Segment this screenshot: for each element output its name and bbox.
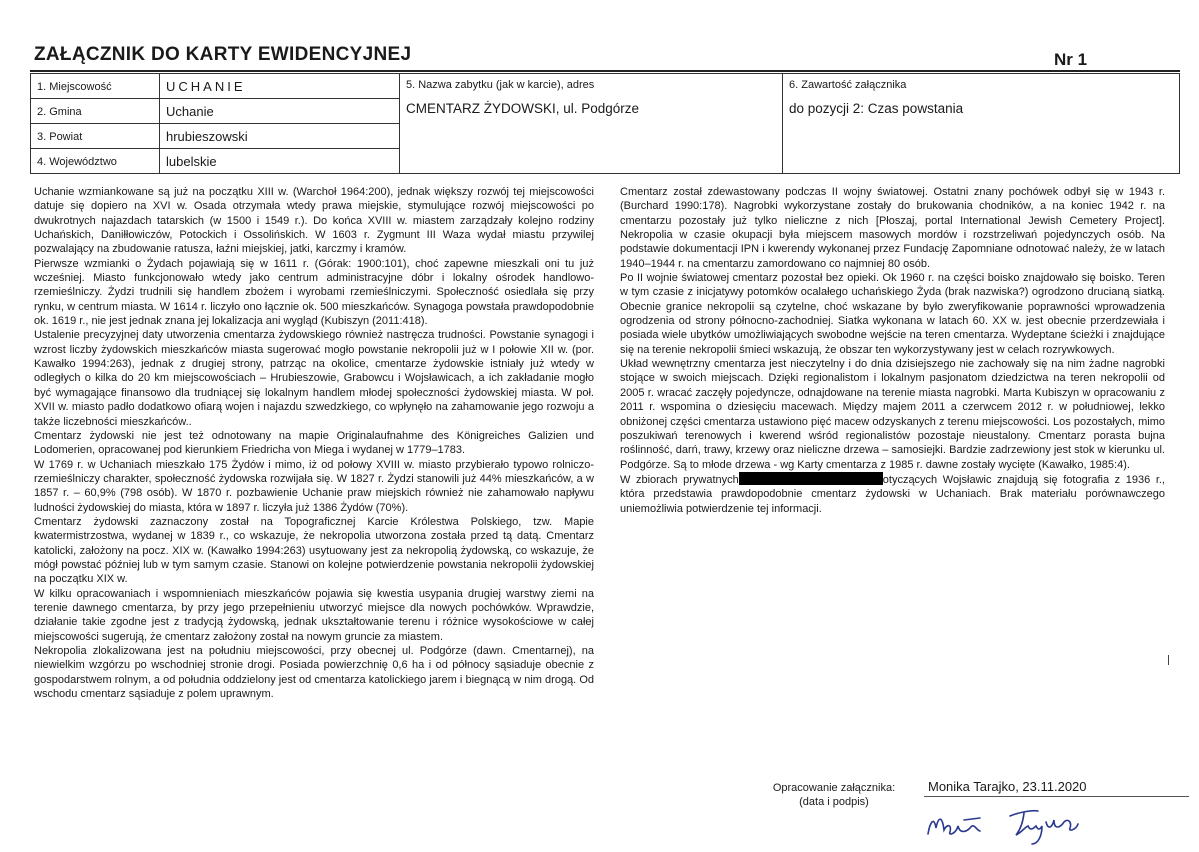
zabytek-cell	[400, 74, 783, 174]
footer-label-line: Opracowanie załącznika:	[772, 782, 896, 794]
paragraph: Uchanie wzmiankowane są już na początku XIII w. (Warchoł 1964:200), jednak większy rozwój tej miejscowości datuje się dopiero na XVI w. Osada otrzymała wtedy prawa miejskie, stymulujące rozwój miejscowości po dwukrotnych najazdach tatarskich (w 1500 i 1549 r.). Do końca XVIII w. miastem zarządzały kolejno rodziny Uchańskich, Daniłłowiczów, Potockich i Ossolińskich. W 1603 r. Zygmunt III Waza wydał miastu przywilej pozwalający na zbudowanie ratusza, łaźni miejskiej, jatki, karczmy i kramów.	[34, 186, 594, 256]
signature-image	[920, 800, 1120, 850]
powiat-value: hrubieszowski	[160, 124, 400, 149]
paragraph: Nekropolia zlokalizowana jest na południu miejscowości, przy obecnej ul. Podgórze (dawn. Cmentarnej), na niewielkim wzgórzu po wschodniej stronie drogi. Posiada powierzchnię 0,6 ha i od północy sąsiaduje obecnie z gospodarstwem rolnym, a od południa oddzielony jest od cmentarza katolickiego jarem i biegnącą w nim drogą. Od wschodu cmentarz sąsiaduje z polem uprawnym.	[34, 645, 594, 701]
paragraph: W kilku opracowaniach i wspomnieniach mieszkańców pojawia się kwestia usypania drugiej warstwy ziemi na terenie dawnego cmentarza, by przy jego przepełnieniu utworzyć miejsce dla nowych pochówków. Wprawdzie, działanie takie zgodne jest z tradycją żydowską, jednak ukształtowanie terenu i różnice wysokościowe w całej miejscowości sugerują, że cmentarz założony został na nowym gruncie za miastem.	[34, 587, 594, 643]
zawartosc-value: do pozycji 2: Czas powstania	[789, 101, 964, 116]
redaction-bar	[739, 472, 883, 485]
body-right-column	[620, 185, 1165, 516]
header-table	[30, 73, 1180, 174]
footer-sublabel: (data i podpis)	[799, 796, 869, 808]
paragraph: Pierwsze wzmianki o Żydach pojawiają się w 1611 r. (Górak: 1900:101), choć zapewne mieszkali oni tu już wcześniej. Miasto funkcjonowało wtedy jako centrum administracyjne dóbr i lokalny ośrodek handlowo-rzemieślniczy. Żydzi trudnili się handlem zbożem i wyrobami rzemieślniczymi. Społeczność osiedlała się przy rynku, w centrum miasta. W 1614 r. liczyło ono łącznie ok. 500 mieszkańców. Synagoga powstała prawdopodobnie ok. 1619 r., nie jest jednak znana jej lokalizacja ani wygląd (Kubiszyn (2011:418).	[34, 257, 594, 328]
miejscowosc-value: UCHANIE	[160, 74, 400, 99]
zabytek-label: 5. Nazwa zabytku (jak w karcie), adres	[406, 79, 595, 91]
paragraph: Układ wewnętrzny cmentarza jest nieczytelny i do dnia dzisiejszego nie zachowały się na nim żadne nagrobki stojące w swoich miejscach. Dzięki regionalistom i lokalnym pasjonatom dziedzictwa na teren nekropolii od 2005 r. wracać zaczęły pojedyncze, odnajdowane na terenie miasta nagrobki. Marta Kubiszyn w opracowaniu z 2011 r. wspomina o dziesięciu macewach. Między majem 2011 a czerwcem 2012 r. w południowej, lekko obniżonej części cmentarza ustawiono pięć macew odzyskanych z terenu miejscowości. Los pozostałych, mimo poszukiwań terenowych i kwerend wśród regionalistów pozostaje nieustalony. Cmentarz porasta bujna roślinność, darń, trawy, krzewy oraz nieliczne drzewa – samosiejki. Bardzie zadrzewiony jest stok w kierunku ul. Podgórze. Są to młode drzewa - wg Karty cmentarza z 1985 r. dawne zostały wycięte (Kawałko, 1985:4).	[620, 358, 1165, 471]
gmina-label: 2. Gmina	[31, 99, 160, 124]
miejscowosc-label: 1. Miejscowość	[31, 74, 160, 99]
paragraph: Cmentarz został zdewastowany podczas II wojny światowej. Ostatni znany pochówek odbył się w 1943 r. (Burchard 1990:178). Nagrobki wykorzystane zostały do brukowania chodników, a na koniec 1942 r. na cmentarzu pozostały już tylko nieliczne z nich [Płoszaj, portal International Jewish Cemetery Project]. Nekropolia w czasie okupacji była miejscem masowych mordów i rozstrzeliwań pojedynczych osób. Na podstawie dokumentacji IPN i kwerendy wykonanej przez Fundację Zapomniane odnotować należy, że w latach 1940–1944 r. na cmentarzu zamordowano co najmniej 80 osób.	[620, 186, 1165, 270]
paragraph: W 1769 r. w Uchaniach mieszkało 175 Żydów i mimo, iż od połowy XVIII w. miasto przybierało typowo rolniczo-rzemieślniczy charakter, społeczność żydowska rozwijała się. W 1827 r. Żydzi stanowili już 44% mieszkańców, a w 1857 r. – 60,9% (798 osób). W 1870 r. pozbawienie Uchanie praw miejskich również nie zahamowało napływu ludności żydowskiej do miasta, która w 1897 r. liczyła już 1386 Żydów (70%).	[34, 458, 594, 514]
wojewodztwo-value: lubelskie	[160, 149, 400, 174]
body-left-column	[34, 185, 594, 701]
title-rule	[30, 70, 1180, 72]
paragraph: Po II wojnie światowej cmentarz pozostał bez opieki. Ok 1960 r. na części boisko znajdowało się boisko. Teren w tym czasie z inicjatywy potomków ocalałego uchańskiego Żyda (brak nazwiska?) ogrodzono drucianą siatką. Obecnie granice nekropolii są czytelne, choć wskazane by było zweryfikowanie poprawności wprowadzenia ogrodzenia od strony północno-zachodniej. Siatka wykonana w latach 60. XX w. jest obecnie przerdzewiała i posiada wiele ubytków umożliwiających swobodne wejście na teren cmentarza. Wydeptane ścieżki i znajdujące się na terenie nekropolii śmieci wskazują, że obszar ten wykorzystywany jest w celach rozrywkowych.	[620, 272, 1165, 356]
paragraph-rest: otyczących Wojsławic znajdują się fotografia z 1936 r., która przedstawia prawdopodobnie cmentarz żydowski w Uchaniach. Brak materiału porównawczego uniemożliwia potwierdzenie tej informacji.	[620, 473, 1165, 515]
paragraph	[620, 472, 1165, 516]
zawartosc-cell	[783, 74, 1180, 174]
zabytek-value: CMENTARZ ŻYDOWSKI, ul. Podgórze	[406, 101, 640, 116]
signature-line	[924, 796, 1189, 797]
powiat-label: 3. Powiat	[31, 124, 160, 149]
paragraph: Ustalenie precyzyjnej daty utworzenia cmentarza żydowskiego również nastręcza trudności. Powstanie synagogi i wzrost liczby żydowskich mieszkańców miasta sugerować mogło powstanie nekropolii już w I połowie XII w. (por. Kawałko 1994:263), jednak z drugiej strony, patrząc na okolice, cmentarze żydowskie istniały już wtedy w odległych o kilka do 20 km miejscowościach – Hrubieszowie, Grabowcu i Wojsławicach, a ich zakładanie mogło być wymagające finansowo dla trudniącej się lokalnym handlem młodej społeczności żydowskiej miasta. W poł. XVII w. miasto padło dodatkowo ofiarą wojen i najazdu szwedzkiego, co wpłynęło na zahamowanie jego rozwoju a także liczebności mieszkańców..	[34, 329, 594, 428]
document-number: Nr 1	[1054, 50, 1088, 69]
paragraph: Cmentarz żydowski zaznaczony został na Topograficznej Karcie Królestwa Polskiego, tzw. Mapie kwatermistrzostwa, wydanej w 1839 r., co wskazuje, że nekropolia utworzona została przed tą datą. Cmentarz katolicki, założony na pocz. XIX w. (Kawałko 1994:263) usytuowany jest za nekropolią żydowską, co wskazuje, że mógł powstać później lub w tym samym czasie. Stanowi on kolejne potwierdzenie powstania nekropolii żydowskiej na początku XIX w.	[34, 515, 594, 586]
wojewodztwo-label: 4. Województwo	[31, 149, 160, 174]
page-title: ZAŁĄCZNIK DO KARTY EWIDENCYJNEJ	[34, 44, 412, 65]
footer-label	[760, 781, 908, 809]
zawartosc-label: 6. Zawartość załącznika	[789, 79, 907, 91]
margin-mark	[1168, 655, 1169, 665]
paragraph: Cmentarz żydowski nie jest też odnotowany na mapie Originalaufnahme des Königreiches Galizien und Lodomerien, opracowanej pod kierunkiem Friedricha von Miega i wydanej w 1779–1783.	[34, 429, 594, 457]
author-date: Monika Tarajko, 23.11.2020	[928, 779, 1087, 794]
handwritten-signature	[920, 800, 1120, 845]
gmina-value: Uchanie	[160, 99, 400, 124]
paragraph-start: W zbiorach prywatnych	[620, 473, 739, 486]
